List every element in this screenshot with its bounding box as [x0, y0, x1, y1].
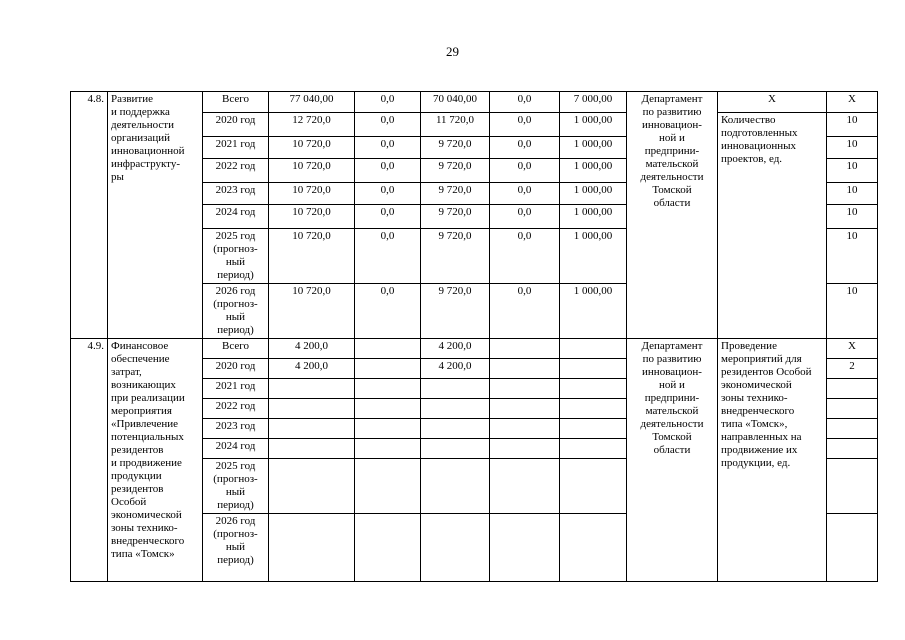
amount-federal: 0,0 [355, 92, 421, 113]
amount-local: 0,0 [490, 92, 560, 113]
amount-total [269, 419, 355, 439]
amount-extrabudget: 7 000,00 [560, 92, 627, 113]
amount-total: 10 720,0 [269, 159, 355, 183]
amount-total [269, 379, 355, 399]
amount-federal [355, 439, 421, 459]
amount-extrabudget [560, 379, 627, 399]
indicator-value [827, 399, 878, 419]
year-label: Всего [203, 92, 269, 113]
amount-local: 0,0 [490, 229, 560, 284]
amount-total [269, 439, 355, 459]
amount-extrabudget [560, 459, 627, 514]
year-label: 2021 год [203, 379, 269, 399]
amount-total [269, 459, 355, 514]
year-label: 2024 год [203, 205, 269, 229]
amount-local: 0,0 [490, 205, 560, 229]
amount-federal: 0,0 [355, 284, 421, 339]
amount-extrabudget: 1 000,00 [560, 137, 627, 159]
indicator-value [827, 514, 878, 582]
amount-local [490, 459, 560, 514]
indicator-value: 10 [827, 137, 878, 159]
amount-total [269, 399, 355, 419]
indicator-value [827, 459, 878, 514]
indicator-value: 10 [827, 229, 878, 284]
amount-local [490, 514, 560, 582]
year-label: 2025 год (прогноз- ный период) [203, 459, 269, 514]
amount-local [490, 419, 560, 439]
amount-total: 10 720,0 [269, 205, 355, 229]
item-number: 4.8. [71, 92, 108, 339]
item-name: Финансовое обеспечение затрат, возникающих при реализации мероприятия «Привлечение потенциальных резидентов и продвижение продукции резидентов Особой экономической зоны технико- внедренческого типа «Томск» [108, 339, 203, 582]
amount-regional: 4 200,0 [421, 339, 490, 359]
amount-regional: 9 720,0 [421, 229, 490, 284]
table-row [71, 92, 878, 113]
amount-extrabudget: 1 000,00 [560, 284, 627, 339]
year-label: Всего [203, 339, 269, 359]
amount-local [490, 339, 560, 359]
amount-extrabudget: 1 000,00 [560, 229, 627, 284]
amount-extrabudget [560, 339, 627, 359]
indicator-value: 10 [827, 159, 878, 183]
indicator-value: 10 [827, 113, 878, 137]
indicator-value: Х [827, 92, 878, 113]
table-row [71, 339, 878, 359]
item-number: 4.9. [71, 339, 108, 582]
amount-regional: 9 720,0 [421, 183, 490, 205]
amount-local: 0,0 [490, 113, 560, 137]
amount-total: 10 720,0 [269, 229, 355, 284]
amount-extrabudget [560, 514, 627, 582]
year-label: 2026 год (прогноз- ный период) [203, 284, 269, 339]
year-label: 2023 год [203, 419, 269, 439]
amount-federal [355, 339, 421, 359]
program-table [70, 91, 878, 582]
indicator-value [827, 419, 878, 439]
indicator-value: 10 [827, 183, 878, 205]
amount-federal: 0,0 [355, 137, 421, 159]
amount-total: 10 720,0 [269, 183, 355, 205]
amount-regional: 11 720,0 [421, 113, 490, 137]
indicator-name: Проведение мероприятий для резидентов Особой экономической зоны технико- внедренческого типа «Томск», направленных на продвижение их продукции, ед. [718, 339, 827, 582]
year-label: 2022 год [203, 159, 269, 183]
amount-extrabudget: 1 000,00 [560, 183, 627, 205]
amount-federal: 0,0 [355, 183, 421, 205]
amount-extrabudget: 1 000,00 [560, 159, 627, 183]
amount-local: 0,0 [490, 183, 560, 205]
amount-local [490, 359, 560, 379]
amount-extrabudget [560, 439, 627, 459]
amount-regional: 9 720,0 [421, 159, 490, 183]
amount-regional [421, 514, 490, 582]
amount-regional [421, 459, 490, 514]
amount-total [269, 514, 355, 582]
amount-total: 10 720,0 [269, 137, 355, 159]
amount-extrabudget: 1 000,00 [560, 205, 627, 229]
amount-regional [421, 399, 490, 419]
year-label: 2024 год [203, 439, 269, 459]
amount-extrabudget: 1 000,00 [560, 113, 627, 137]
year-label: 2026 год (прогноз- ный период) [203, 514, 269, 582]
amount-total: 4 200,0 [269, 339, 355, 359]
indicator-value [827, 439, 878, 459]
amount-federal [355, 359, 421, 379]
amount-regional [421, 439, 490, 459]
amount-federal [355, 514, 421, 582]
amount-federal [355, 399, 421, 419]
amount-extrabudget [560, 359, 627, 379]
amount-regional: 9 720,0 [421, 137, 490, 159]
item-name: Развитие и поддержка деятельности организаций инновационной инфраструкту- ры [108, 92, 203, 339]
amount-local: 0,0 [490, 159, 560, 183]
page-number: 29 [446, 44, 459, 59]
amount-federal: 0,0 [355, 205, 421, 229]
indicator-value: 10 [827, 205, 878, 229]
amount-federal: 0,0 [355, 229, 421, 284]
indicator-value [827, 379, 878, 399]
indicator-name: Количество подготовленных инновационных проектов, ед. [718, 113, 827, 339]
amount-regional: 4 200,0 [421, 359, 490, 379]
responsible-department: Департамент по развитию инновацион- ной и предприни- мательской деятельности Томской области [627, 339, 718, 582]
responsible-department: Департамент по развитию инновацион- ной и предприни- мательской деятельности Томской области [627, 92, 718, 339]
amount-total: 77 040,00 [269, 92, 355, 113]
amount-federal [355, 419, 421, 439]
year-label: 2020 год [203, 113, 269, 137]
amount-local [490, 439, 560, 459]
amount-extrabudget [560, 419, 627, 439]
amount-local [490, 379, 560, 399]
amount-regional [421, 379, 490, 399]
indicator-value: Х [827, 339, 878, 359]
year-label: 2020 год [203, 359, 269, 379]
amount-total: 12 720,0 [269, 113, 355, 137]
indicator-value: 2 [827, 359, 878, 379]
year-label: 2023 год [203, 183, 269, 205]
indicator-value: 10 [827, 284, 878, 339]
amount-regional [421, 419, 490, 439]
amount-local: 0,0 [490, 284, 560, 339]
amount-regional: 9 720,0 [421, 205, 490, 229]
amount-extrabudget [560, 399, 627, 419]
amount-federal: 0,0 [355, 113, 421, 137]
amount-federal [355, 379, 421, 399]
amount-regional: 9 720,0 [421, 284, 490, 339]
year-label: 2022 год [203, 399, 269, 419]
amount-total: 4 200,0 [269, 359, 355, 379]
year-label: 2021 год [203, 137, 269, 159]
amount-federal [355, 459, 421, 514]
amount-regional: 70 040,00 [421, 92, 490, 113]
indicator-name: Х [718, 92, 827, 113]
amount-total: 10 720,0 [269, 284, 355, 339]
amount-local [490, 399, 560, 419]
year-label: 2025 год (прогноз- ный период) [203, 229, 269, 284]
amount-local: 0,0 [490, 137, 560, 159]
amount-federal: 0,0 [355, 159, 421, 183]
